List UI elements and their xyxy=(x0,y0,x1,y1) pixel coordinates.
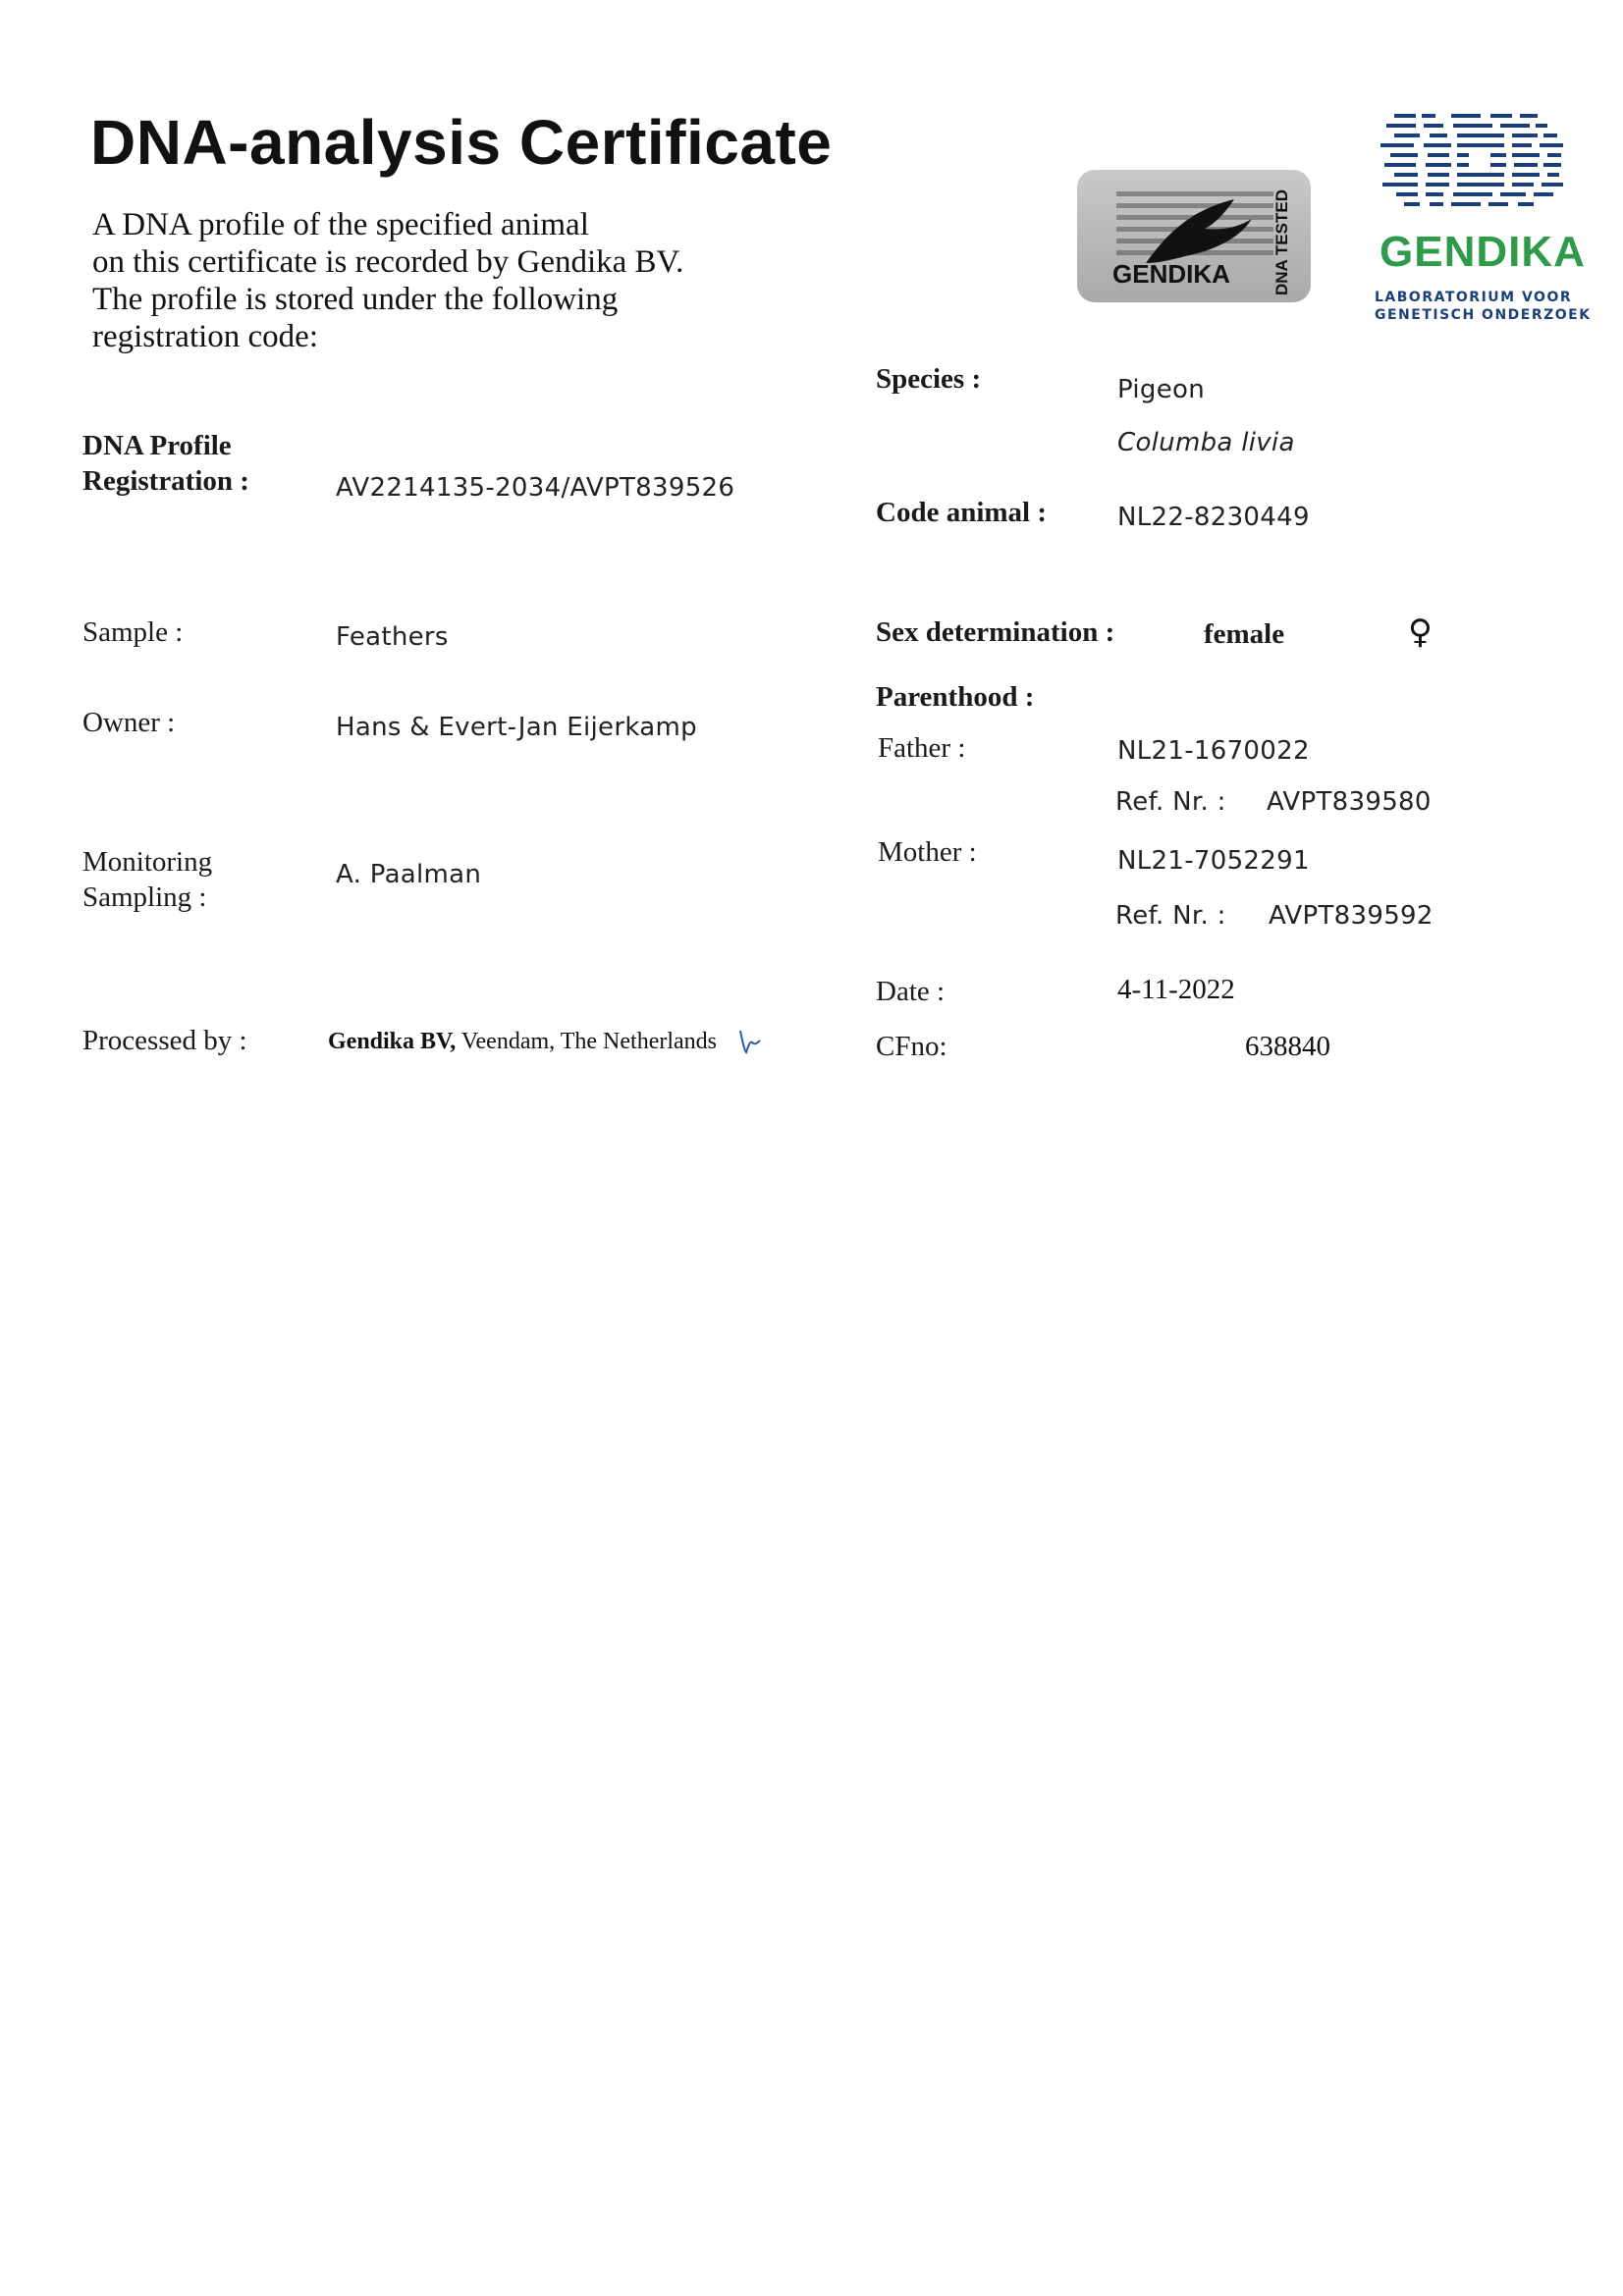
gendika-logo-icon xyxy=(1375,110,1576,218)
father-ref-value: AVPT839580 xyxy=(1267,787,1432,817)
mother-ref-label: Ref. Nr. : xyxy=(1115,901,1226,931)
sample-label: Sample : xyxy=(82,616,184,648)
mother-label: Mother : xyxy=(878,836,977,868)
certificate-title: DNA-analysis Certificate xyxy=(90,107,833,178)
intro-line: A DNA profile of the specified animal xyxy=(92,207,589,242)
gendika-logo-subtitle-2: GENETISCH ONDERZOEK xyxy=(1375,307,1592,323)
mother-value: NL21-7052291 xyxy=(1117,846,1310,876)
code-animal-value: NL22-8230449 xyxy=(1117,503,1310,532)
registration-code: AV2214135-2034/AVPT839526 xyxy=(336,473,735,503)
father-ref-label: Ref. Nr. : xyxy=(1115,787,1226,817)
signature-mark-icon xyxy=(738,1027,764,1056)
gendika-logo-subtitle-1: LABORATORIUM VOOR xyxy=(1375,290,1573,305)
intro-line: The profile is stored under the following xyxy=(92,282,619,317)
sex-determination-label: Sex determination : xyxy=(876,616,1115,648)
processed-by-label: Processed by : xyxy=(82,1025,247,1056)
parenthood-label: Parenthood : xyxy=(876,681,1035,713)
stamp-brand: GENDIKA xyxy=(1112,259,1230,289)
mother-ref-value: AVPT839592 xyxy=(1269,901,1434,931)
species-common-value: Pigeon xyxy=(1117,375,1206,404)
registration-label: Registration : xyxy=(82,465,249,497)
father-label: Father : xyxy=(878,732,966,764)
species-label: Species : xyxy=(876,363,982,395)
female-symbol-icon: ♀ xyxy=(1408,613,1433,652)
processed-by-value xyxy=(328,1029,717,1055)
intro-line: registration code: xyxy=(92,319,319,354)
dna-tested-stamp xyxy=(1077,170,1311,302)
monitoring-value: A. Paalman xyxy=(336,860,482,889)
monitoring-label: Monitoring xyxy=(82,846,213,878)
date-label: Date : xyxy=(876,976,946,1007)
sample-value: Feathers xyxy=(336,622,449,652)
cfno-value: 638840 xyxy=(1245,1031,1330,1062)
father-value: NL21-1670022 xyxy=(1117,736,1310,766)
sampling-label: Sampling : xyxy=(82,881,207,913)
intro-text xyxy=(92,206,683,355)
intro-line: on this certificate is recorded by Gendika BV. xyxy=(92,244,684,280)
dna-profile-label: DNA Profile xyxy=(82,430,232,461)
owner-value: Hans & Evert-Jan Eijerkamp xyxy=(336,713,697,742)
gendika-logo xyxy=(1375,110,1576,223)
cfno-label: CFno: xyxy=(876,1031,947,1062)
processed-company: Gendika BV, xyxy=(328,1029,457,1054)
gendika-logo-name: GENDIKA xyxy=(1380,228,1586,276)
stamp-tag: DNA TESTED xyxy=(1272,189,1291,295)
code-animal-label: Code animal : xyxy=(876,497,1047,528)
species-latin-value: Columba livia xyxy=(1117,428,1295,457)
processed-place: Veendam, The Netherlands xyxy=(460,1029,717,1054)
date-value: 4-11-2022 xyxy=(1117,974,1235,1005)
owner-label: Owner : xyxy=(82,707,176,738)
stamp-graphic-icon xyxy=(1077,170,1311,302)
sex-value: female xyxy=(1204,618,1285,650)
